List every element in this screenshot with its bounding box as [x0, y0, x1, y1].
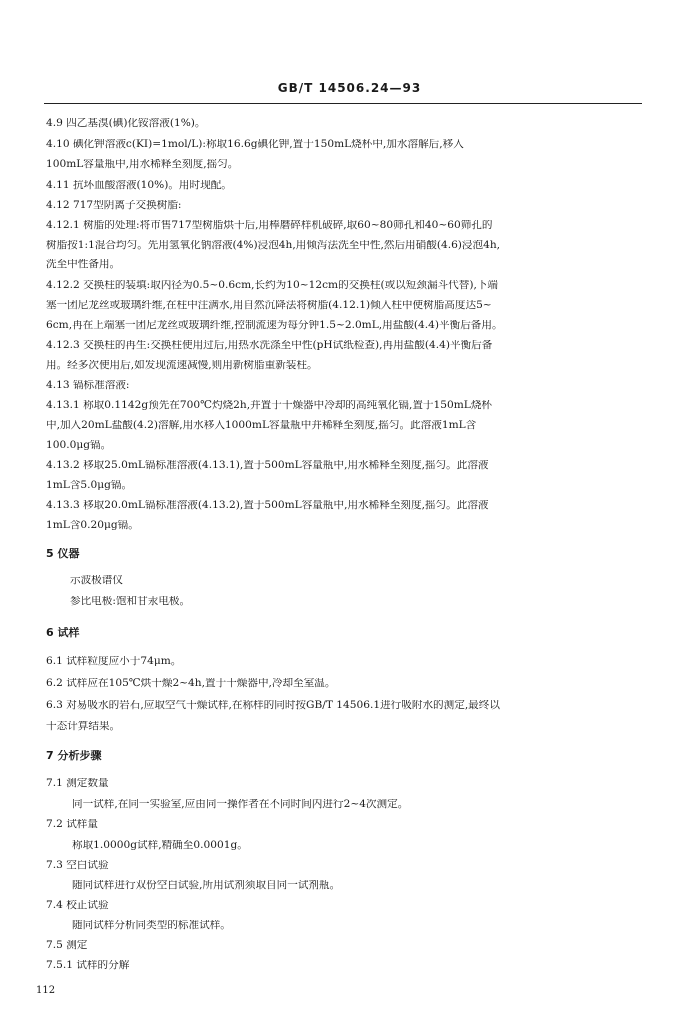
text-line: 4.10 碘化钾溶液c(KI)=1mol/L):称取16.6g碘化钾,置于150mL烧杯中,加水溶解后,移入: [46, 139, 464, 150]
header-rule: [44, 103, 642, 104]
text-line: 参比电极:饱和甘汞电极。: [70, 596, 191, 607]
text-line: 4.13.3 移取20.0mL镉标准溶液(4.13.2),置于500mL容量瓶中,用水稀释至刻度,摇匀。此溶液: [46, 500, 489, 511]
text-line: 随同试样进行双份空白试验,所用试剂须取自同一试剂瓶。: [72, 880, 341, 891]
text-line: 4.13.2 移取25.0mL镉标准溶液(4.13.1),置于500mL容量瓶中,用水稀释至刻度,摇匀。此溶液: [46, 460, 489, 471]
text-line: 4.11 抗坏血酸溶液(10%)。用时现配。: [46, 180, 232, 191]
text-line: 1mL含5.0μg镉。: [46, 480, 133, 491]
section-heading: 7 分析步骤: [46, 750, 102, 761]
subsection-heading: 7.5 测定: [46, 940, 88, 951]
text-line: 4.13 镉标准溶液:: [46, 380, 130, 391]
text-line: 塞一团尼龙丝或玻璃纤维,在柱中注满水,用自然沉降法将树脂(4.12.1)倾入柱中使树脂高度达5~: [46, 300, 492, 311]
section-heading: 5 仪器: [46, 548, 80, 559]
text-line: 同一试样,在同一实验室,应由同一操作者在不同时间内进行2~4次测定。: [72, 799, 409, 810]
section-heading: 6 试样: [46, 627, 80, 638]
text-line: 4.12.1 树脂的处理:将市售717型树脂烘干后,用棒磨碎样机破碎,取60~80筛孔和40~60筛孔的: [46, 220, 493, 231]
subsection-heading: 7.2 试样量: [46, 819, 98, 830]
text-line: 随同试样分析同类型的标准试样。: [72, 920, 231, 931]
text-line: 示波极谱仪: [70, 575, 123, 586]
text-line: 干态计算结果。: [46, 721, 121, 732]
text-line: 6.1 试样粒度应小于74μm。: [46, 656, 182, 667]
text-line: 4.12.3 交换柱的再生:交换柱使用过后,用热水洗涤至中性(pH试纸检查),再用盐酸(4.4)平衡后备: [46, 340, 493, 351]
text-line: 100.0μg镉。: [46, 440, 112, 451]
text-line: 中,加入20mL盐酸(4.2)溶解,用水移入1000mL容量瓶中并稀释至刻度,摇匀。此溶液1mL含: [46, 420, 477, 431]
subsection-heading: 7.1 测定数量: [46, 778, 109, 789]
text-line: 用。经多次使用后,如发现流速减慢,则用新树脂重新装柱。: [46, 360, 318, 371]
page-header: GB/T 14506.24—93: [277, 81, 422, 95]
text-line: 4.13.1 称取0.1142g预先在700℃灼烧2h,并置于干燥器中冷却的高纯氧化镉,置于150mL烧杯: [46, 400, 493, 411]
text-line: 6.3 对易吸水的岩石,应取空气干燥试样,在称样的同时按GB/T 14506.1进行吸附水的测定,最终以: [46, 700, 500, 711]
text-line: 100mL容量瓶中,用水稀释至刻度,摇匀。: [46, 159, 239, 170]
subsection-heading: 7.3 空白试验: [46, 860, 109, 871]
text-line: 4.12.2 交换柱的装填:取内径为0.5~0.6cm,长约为10~12cm的交换柱(或以短颈漏斗代替),下端: [46, 280, 499, 291]
text-line: 6.2 试样应在105℃烘干燥2~4h,置于干燥器中,冷却至室温。: [46, 678, 336, 689]
text-line: 称取1.0000g试样,精确至0.0001g。: [72, 840, 248, 851]
subsection-heading: 7.4 校正试验: [46, 900, 109, 911]
text-line: 洗至中性备用。: [46, 259, 121, 270]
text-line: 树脂按1:1混合均匀。先用氢氧化钠溶液(4%)浸泡4h,用倾泻法洗至中性,然后用硝酸(4.6)浸泡4h,: [46, 240, 501, 251]
text-line: 6cm,再在上端塞一团尼龙丝或玻璃纤维,控制流速为每分钟1.5~2.0mL,用盐酸(4.4)平衡后备用。: [46, 320, 503, 331]
text-line: 4.9 四乙基溴(碘)化铵溶液(1%)。: [46, 118, 206, 129]
text-line: 1mL含0.20μg镉。: [46, 520, 139, 531]
page-number: 112: [36, 985, 56, 996]
subsection-heading: 7.5.1 试样的分解: [46, 960, 130, 971]
text-line: 4.12 717型阴离子交换树脂:: [46, 200, 182, 211]
